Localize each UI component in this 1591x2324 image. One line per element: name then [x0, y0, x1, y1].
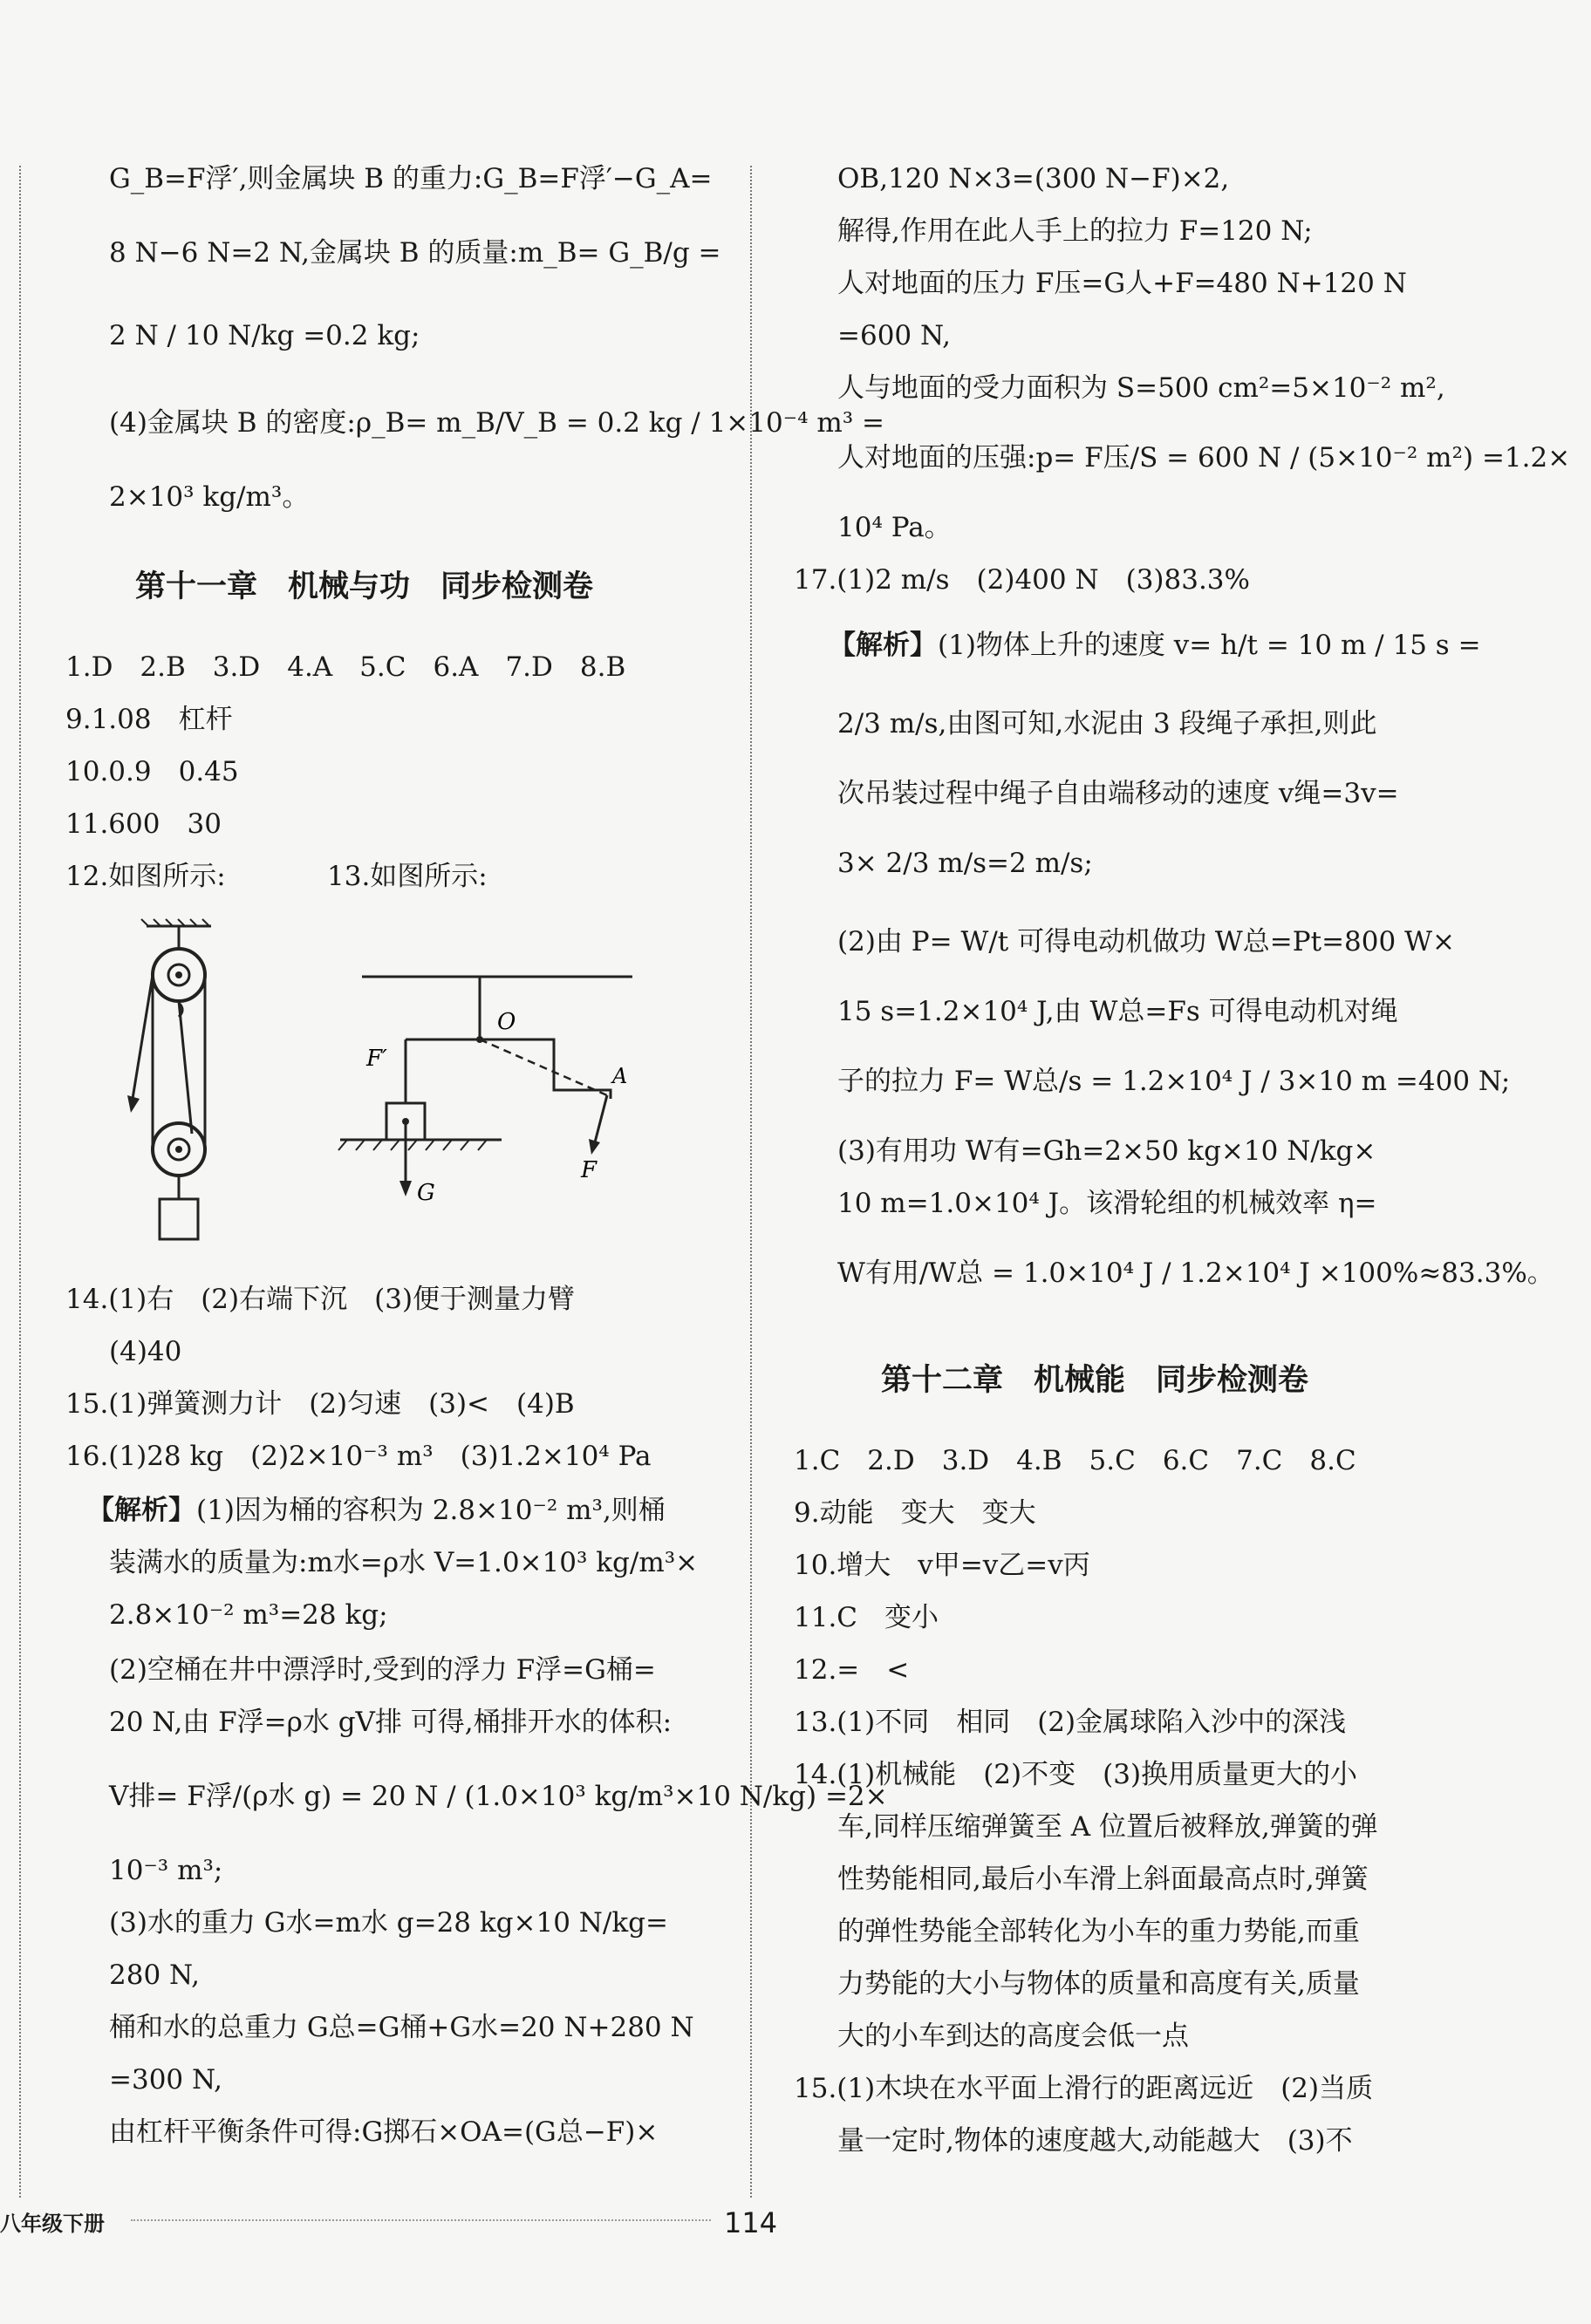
center-column-rule: [750, 166, 752, 2198]
analysis-line: 15 s=1.2×10⁴ J,由 W总=Fs 可得电动机对绳: [837, 996, 1398, 1027]
analysis-line: 10⁻³ m³;: [109, 1855, 223, 1886]
answer-line: 10.0.9 0.45: [65, 756, 239, 787]
analysis-line: 10 m=1.0×10⁴ J。该滑轮组的机械效率 η=: [837, 1188, 1377, 1219]
analysis-line: W有用/W总 = 1.0×10⁴ J / 1.2×10⁴ J ×100%≈83.3%。: [837, 1257, 1554, 1289]
analysis-line: (1)因为桶的容积为 2.8×10⁻² m³,则桶: [196, 1495, 666, 1526]
analysis-line: 2/3 m/s,由图可知,水泥由 3 段绳子承担,则此: [837, 708, 1377, 739]
text-line: OB,120 N×3=(300 N−F)×2,: [837, 163, 1230, 194]
analysis-line: (3)水的重力 G水=m水 g=28 kg×10 N/kg=: [109, 1907, 668, 1939]
lever-figure: [323, 959, 645, 1221]
answer-line: 16.(1)28 kg (2)2×10⁻³ m³ (3)1.2×10⁴ Pa: [65, 1441, 652, 1472]
label-g: G: [417, 1180, 435, 1206]
label-o: O: [497, 1009, 516, 1035]
left-binding-rule: [19, 166, 21, 2198]
answer-line: 12.如图所示:: [65, 861, 226, 892]
chapter-11-title: 第十一章 机械与功 同步检测卷: [135, 569, 594, 604]
answer-line: 大的小车到达的高度会低一点: [837, 2021, 1189, 2052]
analysis-line: 由杠杆平衡条件可得:G掷石×OA=(G总−F)×: [109, 2116, 659, 2148]
answer-line: 15.(1)木块在水平面上滑行的距离远近 (2)当质: [794, 2073, 1374, 2104]
analysis-line: 次吊装过程中绳子自由端移动的速度 v绳=3v=: [837, 778, 1399, 809]
answer-line: 9.1.08 杠杆: [65, 704, 233, 735]
answer-line: 的弹性势能全部转化为小车的重力势能,而重: [837, 1916, 1360, 1947]
page-number: 114: [724, 2206, 778, 2239]
answer-line: 9.动能 变大 变大: [794, 1497, 1036, 1529]
text-line: 8 N−6 N=2 N,金属块 B 的质量:m_B= G_B/g =: [109, 237, 721, 269]
answer-line: 11.600 30: [65, 808, 222, 840]
text-line: 2 N / 10 N/kg =0.2 kg;: [109, 320, 420, 351]
answer-line: 性势能相同,最后小车滑上斜面最高点时,弹簧: [837, 1864, 1369, 1895]
pulley-figure: [122, 916, 227, 1260]
answer-line: 17.(1)2 m/s (2)400 N (3)83.3%: [794, 564, 1250, 596]
label-f: F: [581, 1157, 597, 1183]
text-line: 人对地面的压强:p= F压/S = 600 N / (5×10⁻² m²) =1.2×: [837, 442, 1571, 474]
answer-line: 10.增大 v甲=v乙=v丙: [794, 1550, 1090, 1581]
answer-line: 12.= <: [794, 1654, 910, 1686]
text-line: 人对地面的压力 F压=G人+F=480 N+120 N: [837, 268, 1407, 299]
analysis-line: (3)有用功 W有=Gh=2×50 kg×10 N/kg×: [837, 1135, 1376, 1167]
analysis-line: =300 N,: [109, 2064, 222, 2096]
text-line: 人与地面的受力面积为 S=500 cm²=5×10⁻² m²,: [837, 372, 1445, 404]
text-line: 2×10³ kg/m³。: [109, 481, 310, 513]
footer-grade: 八年级下册: [0, 2212, 105, 2236]
analysis-line: (2)空桶在井中漂浮时,受到的浮力 F浮=G桶=: [109, 1654, 656, 1686]
answer-line: 1.C 2.D 3.D 4.B 5.C 6.C 7.C 8.C: [794, 1445, 1356, 1476]
footer-dotted-rule: [131, 2219, 711, 2221]
analysis-line: 装满水的质量为:m水=ρ水 V=1.0×10³ kg/m³×: [109, 1547, 699, 1578]
analysis-line: 桶和水的总重力 G总=G桶+G水=20 N+280 N: [109, 2012, 694, 2043]
answer-line: (4)40: [109, 1336, 182, 1367]
analysis-line: 子的拉力 F= W总/s = 1.2×10⁴ J / 3×10 m =400 N;: [837, 1066, 1511, 1097]
analysis-line: 20 N,由 F浮=ρ水 gV排 可得,桶排开水的体积:: [109, 1707, 673, 1738]
answer-line: 13.如图所示:: [327, 861, 488, 892]
text-line: =600 N,: [837, 320, 951, 351]
answer-line: 1.D 2.B 3.D 4.A 5.C 6.A 7.D 8.B: [65, 651, 626, 683]
answer-line: 量一定时,物体的速度越大,动能越大 (3)不: [837, 2125, 1353, 2157]
analysis-line: 280 N,: [109, 1959, 201, 1991]
answer-line: 14.(1)右 (2)右端下沉 (3)便于测量力臂: [65, 1284, 576, 1315]
analysis-line: 2.8×10⁻² m³=28 kg;: [109, 1599, 388, 1631]
analysis-line: (2)由 P= W/t 可得电动机做功 W总=Pt=800 W×: [837, 926, 1455, 958]
answer-line: 13.(1)不同 相同 (2)金属球陷入沙中的深浅: [794, 1707, 1347, 1738]
label-a: A: [612, 1064, 628, 1088]
analysis-line: (1)物体上升的速度 v= h/t = 10 m / 15 s =: [938, 630, 1481, 661]
chapter-12-title: 第十二章 机械能 同步检测卷: [881, 1363, 1309, 1398]
answer-line: 15.(1)弹簧测力计 (2)匀速 (3)< (4)B: [65, 1388, 575, 1420]
text-line: 解得,作用在此人手上的拉力 F=120 N;: [837, 215, 1313, 247]
analysis-line: V排= F浮/(ρ水 g) = 20 N / (1.0×10³ kg/m³×10 N/kg) =2×: [109, 1781, 888, 1812]
analysis-tag: 【解析】: [829, 630, 937, 661]
answer-line: 14.(1)机械能 (2)不变 (3)换用质量更大的小: [794, 1759, 1358, 1790]
analysis-tag: 【解析】: [87, 1495, 195, 1526]
answer-line: 11.C 变小: [794, 1602, 939, 1633]
analysis-line: 3× 2/3 m/s=2 m/s;: [837, 848, 1093, 879]
text-line: G_B=F浮′,则金属块 B 的重力:G_B=F浮′−G_A=: [109, 163, 713, 194]
answer-line: 力势能的大小与物体的质量和高度有关,质量: [837, 1968, 1360, 2000]
answer-line: 车,同样压缩弹簧至 A 位置后被释放,弹簧的弹: [837, 1811, 1378, 1843]
text-line: 10⁴ Pa。: [837, 512, 952, 543]
label-f-prime: F′: [366, 1046, 387, 1072]
text-line: (4)金属块 B 的密度:ρ_B= m_B/V_B = 0.2 kg / 1×10⁻⁴ m³ =: [109, 407, 885, 439]
